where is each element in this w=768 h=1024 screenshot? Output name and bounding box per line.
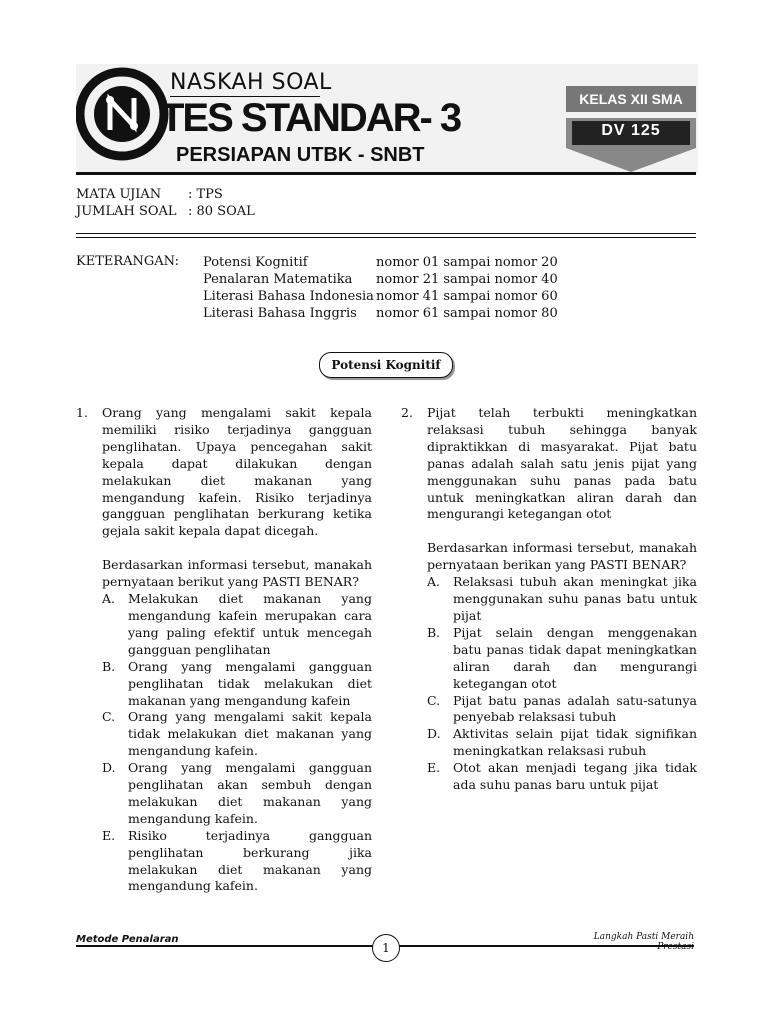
question-prompt: Berdasarkan informasi tersebut, manakah pernyataan berikut yang PASTI BENAR? [102, 557, 372, 590]
keterangan-subject: Potensi Kognitif [203, 255, 308, 270]
question-number: 2. [401, 405, 413, 420]
option-b[interactable] [427, 625, 697, 693]
option-e[interactable] [102, 828, 372, 896]
keterangan-subject: Literasi Bahasa Indonesia [203, 289, 374, 304]
question-body [102, 405, 372, 895]
option-text: Aktivitas selain pijat tidak signifikan meningkatkan relaksasi rubuh [453, 726, 697, 759]
test-subtitle: PERSIAPAN UTBK - SNBT [176, 144, 425, 166]
keterangan-range: nomor 21 sampai nomor 40 [376, 272, 558, 287]
option-c[interactable] [102, 709, 372, 760]
meta-row-subject [76, 186, 255, 203]
keterangan-item [203, 254, 558, 271]
option-letter: C. [102, 709, 116, 725]
logo-n-icon [76, 66, 172, 162]
divider-bottom [76, 237, 696, 238]
footer-tagline: Langkah Pasti Meraih Prestasi [593, 932, 694, 952]
option-text: Orang yang mengalami sakit kepala tidak melakukan diet makanan yang mengandung kafein. [128, 709, 372, 759]
question-body [427, 405, 697, 794]
option-a[interactable] [102, 591, 372, 659]
footer-left-text: Metode Penalaran [76, 934, 179, 945]
meta-value: : TPS [188, 187, 223, 202]
option-letter: A. [102, 591, 116, 607]
keterangan-subject: Penalaran Matematika [203, 272, 353, 287]
option-text: Pijat selain dengan menggenakan batu panas tidak dapat meningkatkan aliran darah dan mengurangi ketegangan otot [453, 624, 697, 691]
option-text: Pijat batu panas adalah satu-satunya penyebab relaksasi tubuh [453, 692, 697, 725]
code-badge: DV 125 [601, 122, 661, 139]
option-a[interactable] [427, 574, 697, 625]
question-stem: Orang yang mengalami sakit kepala memiliki risiko terjadinya gangguan penglihatan. Upaya pencegahan sakit kepala dapat dilakukan dengan melakukan diet makanan yang mengandung kafein. Risiko terjadinya gangguan penglihatan berkurang ketika gejala sakit kepala dapat dicegah. [102, 405, 372, 539]
header-rule [76, 172, 696, 175]
exam-meta [76, 186, 255, 220]
option-letter: C. [427, 692, 441, 708]
test-title: TES STANDAR- 3 [160, 96, 461, 140]
keterangan-range: nomor 01 sampai nomor 20 [376, 255, 558, 270]
question-number: 1. [76, 405, 88, 420]
divider-top [76, 233, 696, 234]
option-letter: D. [427, 726, 441, 742]
meta-key: JUMLAH SOAL [76, 204, 177, 219]
keterangan-subject: Literasi Bahasa Inggris [203, 306, 357, 321]
question-prompt: Berdasarkan informasi tersebut, manakah pernyataan berikan yang PASTI BENAR? [427, 540, 697, 573]
keterangan-list [203, 254, 558, 322]
keterangan-item [203, 288, 558, 305]
option-text: Orang yang mengalami gangguan penglihatan akan sembuh dengan melakukan diet makanan yang mengandung kafein. [128, 760, 372, 826]
option-b[interactable] [102, 659, 372, 710]
option-letter: B. [427, 624, 441, 640]
option-text: Orang yang mengalami gangguan penglihatan tidak melakukan diet makanan yang mengandung kafein [128, 658, 372, 708]
meta-row-count [76, 203, 255, 220]
option-letter: E. [102, 827, 116, 843]
option-d[interactable] [102, 760, 372, 828]
class-badge: KELAS XII SMA [566, 86, 696, 112]
keterangan-range: nomor 61 sampai nomor 80 [376, 306, 558, 321]
keterangan-range: nomor 41 sampai nomor 60 [376, 289, 558, 304]
meta-key: MATA UJIAN [76, 187, 162, 202]
option-d[interactable] [427, 726, 697, 760]
page-number: 1 [372, 934, 400, 962]
option-letter: D. [102, 760, 116, 776]
option-list [427, 574, 697, 794]
keterangan-label: KETERANGAN: [76, 254, 179, 269]
keterangan-item [203, 271, 558, 288]
naskah-soal-label: NASKAH SOAL [170, 70, 332, 95]
option-list [102, 591, 372, 895]
option-c[interactable] [427, 693, 697, 727]
section-title: Potensi Kognitif [319, 352, 453, 378]
option-letter: A. [427, 574, 441, 590]
meta-value: : 80 SOAL [188, 204, 255, 219]
option-e[interactable] [427, 760, 697, 794]
keterangan-item [203, 305, 558, 322]
option-text: Risiko terjadinya gangguan penglihatan berkurang jika melakukan diet makanan yang mengandung kafein. [128, 827, 372, 894]
question-stem: Pijat telah terbukti meningkatkan relaksasi tubuh sehingga banyak dipraktikkan di masyarakat. Pijat batu panas adalah salah satu jenis pijat yang menggunakan suhu panas pada batu untuk meningkatkan aliran darah dan mengurangi ketegangan otot [427, 405, 697, 522]
option-text: Otot akan menjadi tegang jika tidak ada suhu panas baru untuk pijat [453, 760, 697, 793]
option-text: Melakukan diet makanan yang mengandung kafein merupakan cara yang paling efektif untuk mencegah gangguan penglihatan [128, 591, 372, 657]
option-letter: B. [102, 658, 116, 674]
option-letter: E. [427, 760, 441, 776]
option-text: Relaksasi tubuh akan meningkat jika menggunakan suhu panas batu untuk pijat [453, 574, 697, 623]
